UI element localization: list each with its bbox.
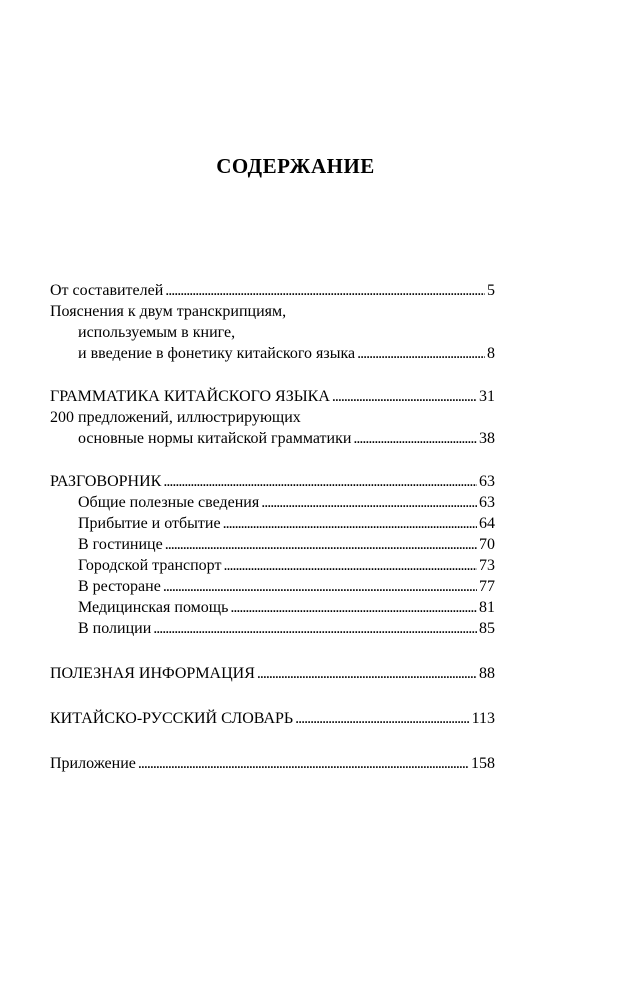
leader-dots <box>223 555 477 576</box>
toc-entry-appendix[interactable] <box>50 753 495 774</box>
toc-entry-phrasebook[interactable] <box>50 471 495 492</box>
toc-subentry[interactable] <box>50 555 495 576</box>
toc-page-number: 63 <box>479 473 495 490</box>
toc-page-number: 73 <box>479 557 495 574</box>
toc-entry-label: От составителей <box>50 282 164 299</box>
toc-entry-label: В гостинице <box>78 536 163 553</box>
toc-entry-label: Медицинская помощь <box>78 599 229 616</box>
toc-subentry[interactable] <box>50 597 495 618</box>
section-gap <box>50 729 495 753</box>
toc-subentry[interactable] <box>50 492 495 513</box>
section-gap <box>50 364 495 386</box>
toc-page-number: 63 <box>479 494 495 511</box>
leader-dots <box>163 471 477 492</box>
leader-dots <box>230 597 477 618</box>
toc-page-number: 70 <box>479 536 495 553</box>
toc-page-number: 64 <box>479 515 495 532</box>
leader-dots <box>257 663 477 684</box>
toc-page-number: 158 <box>471 755 495 772</box>
toc-subentry[interactable] <box>50 534 495 555</box>
toc-entry-grammar[interactable] <box>50 386 495 407</box>
leader-dots <box>153 618 477 639</box>
leader-dots <box>165 280 485 301</box>
toc-entry-label: Приложение <box>50 755 136 772</box>
toc-entry-label: основные нормы китайской грамматики <box>78 430 352 447</box>
toc-entry-transcriptions-cont[interactable] <box>50 322 495 343</box>
toc-entry-label: Городской транспорт <box>78 557 222 574</box>
leader-dots <box>138 753 469 774</box>
leader-dots <box>163 576 477 597</box>
toc-entry-label: Прибытие и отбытие <box>78 515 221 532</box>
toc-entry-label: Пояснения к двум транскрипциям, <box>50 303 287 320</box>
toc-entry-label: РАЗГОВОРНИК <box>50 473 162 490</box>
leader-dots <box>223 513 477 534</box>
toc-entry-label: КИТАЙСКО-РУССКИЙ СЛОВАРЬ <box>50 710 294 727</box>
toc-entry-label: и введение в фонетику китайского языка <box>78 345 356 362</box>
toc-subentry[interactable] <box>50 513 495 534</box>
toc-page-number: 81 <box>479 599 495 616</box>
toc-page-number: 38 <box>479 430 495 447</box>
page-title: СОДЕРЖАНИЕ <box>216 154 375 178</box>
toc-entry-useful-info[interactable] <box>50 663 495 684</box>
toc-entry-label: ГРАММАТИКА КИТАЙСКОГО ЯЗЫКА <box>50 388 330 405</box>
toc-entry-label: Общие полезные сведения <box>78 494 260 511</box>
toc-entry-label: используемым в книге, <box>78 324 236 341</box>
toc-entry-label: 200 предложений, иллюстрирующих <box>50 409 301 426</box>
leader-dots <box>295 708 470 729</box>
toc-entry-label: В ресторане <box>78 578 161 595</box>
toc-page-number: 113 <box>471 710 495 727</box>
toc-page-number: 77 <box>479 578 495 595</box>
toc-entry-label: В полиции <box>78 620 152 637</box>
toc-page-number: 31 <box>479 388 495 405</box>
leader-dots <box>353 428 477 449</box>
toc-page-number: 8 <box>487 345 495 362</box>
toc-entry-sentences[interactable] <box>50 407 495 428</box>
toc-entry-preface[interactable] <box>50 280 495 301</box>
toc-subentry[interactable] <box>50 618 495 639</box>
leader-dots <box>261 492 477 513</box>
toc-entry-label: ПОЛЕЗНАЯ ИНФОРМАЦИЯ <box>50 665 255 682</box>
toc-entry-sentences-cont[interactable] <box>50 428 495 449</box>
toc-subentry[interactable] <box>50 576 495 597</box>
toc-page-number: 5 <box>487 282 495 299</box>
section-gap <box>50 684 495 708</box>
toc-entry-dictionary[interactable] <box>50 708 495 729</box>
table-of-contents <box>50 280 495 774</box>
toc-page-number: 85 <box>479 620 495 637</box>
toc-entry-transcriptions-cont[interactable] <box>50 343 495 364</box>
toc-entry-transcriptions[interactable] <box>50 301 495 322</box>
leader-dots <box>357 343 485 364</box>
toc-page-number: 88 <box>479 665 495 682</box>
section-gap <box>50 449 495 471</box>
section-gap <box>50 639 495 663</box>
leader-dots <box>165 534 477 555</box>
leader-dots <box>332 386 477 407</box>
